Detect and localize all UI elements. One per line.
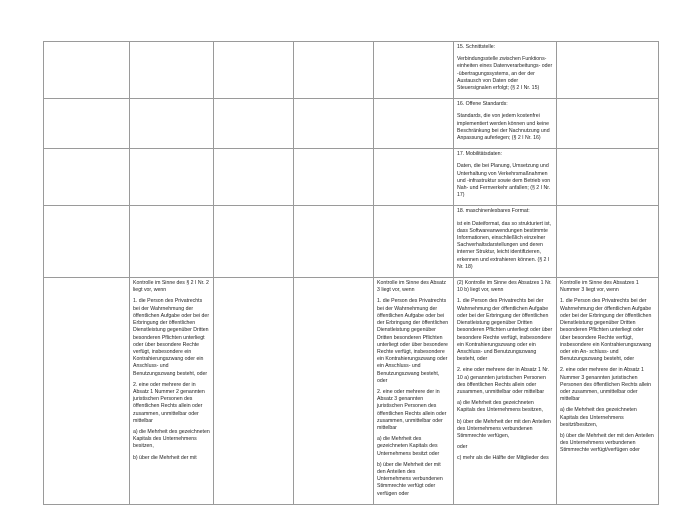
paragraph: 2. eine oder mehrere der in Absatz 1 Nummer 2 genannten juristischen Personen des öffentlichen Rechts allein oder zusammen, unmittelbar oder mittelbar [133,381,205,424]
paragraph: a) die Mehrheit des gezeichneten Kapitals des Unternehmens besitzt/besitzen, [560,407,637,428]
definition-text: ist ein Dateiformat, das so strukturiert ist, dass Softwareanwendungen bestimmte Informationen, einschließlich einzelner Sachverhaltsdarstellungen und deren interner Struktur, leicht identifizieren, erkennen und extrahieren können. (§ 2 I Nr. 18) [457,220,551,270]
paragraph: 1. die Person des Privatrechts bei der Wahrnehmung der öffentlichen Aufgabe oder bei der Erbringung der öffentlichen Dienstleistung gegenüber Dritten besonderen Pflichten unterliegt oder über besondere Rechte verfügt, insbesondere ein Kontrahierungszwang oder ein Anschluss- und Benutzungszwang besteht, oder [133,298,210,377]
table-row [44,149,659,206]
table-row [44,99,659,149]
table-cell [44,149,130,206]
table-cell [557,42,659,99]
table-cell-definition [454,99,557,149]
table-cell [214,149,294,206]
definition-text: Daten, die bei Planung, Umsetzung und Unterhaltung von Verkehrsmaßnahmen und -infrastruktur sowie dem Betrieb von Nah- und Fernverkehr anfallen; (§ 2 I Nr. 17) [457,163,551,199]
table-cell-definition [454,149,557,206]
table-cell [214,206,294,278]
paragraph: b) über die Mehrheit der mit den Anteilen des Unternehmens verbundenen Stimmrechte verfügen, [457,418,551,439]
table-cell [557,149,659,206]
table-cell [294,278,374,505]
paragraph: Kontrolle im Sinne des Absatzes 1 Nummer 3 liegt vor, wenn [560,280,639,294]
paragraph: Kontrolle im Sinne des § 2 I Nr. 2 liegt vor, wenn [133,280,209,294]
table-cell-control-text [130,278,214,505]
paragraph: c) mehr als die Hälfte der Mitglieder des [457,455,549,462]
paragraph: b) über die Mehrheit der mit [133,454,197,461]
table-cell-control-text [454,278,557,505]
table-cell [557,99,659,149]
table-cell-definition [454,42,557,99]
table-row-control [44,278,659,505]
table-cell-definition [454,206,557,278]
table-cell [44,206,130,278]
paragraph: a) die Mehrheit des gezeichneten Kapitals des Unternehmens besitzt oder [377,436,440,457]
table-cell [294,149,374,206]
paragraph: Kontrolle im Sinne des Absatz 3 liegt vor, wenn [377,280,446,294]
paragraph: oder [457,444,468,451]
paragraph: 1. die Person des Privatrechts bei der Wahrnehmung der öffentlichen Aufgabe oder bei der Erbringung der öffentlichen Dienstleistung gegenüber Dritten besonderen Pflichten unterliegt oder über besondere Rechte verfügt, insbesondere ein Kontrahierungszwang oder ein Anschluss- und Benutzungszwang besteht, oder [457,298,553,363]
definition-text: Verbindungsstelle zwischen Funktions-einheiten eines Datenverarbeitungs- oder -übertragungssystems, an der der Austausch von Daten oder Steuersignalen erfolgt; (§ 2 I Nr. 15) [457,56,553,92]
table-row [44,206,659,278]
comparison-table [43,41,659,505]
table-cell [44,99,130,149]
table-cell [294,206,374,278]
definition-title: 15. Schnittstelle: [457,44,496,50]
paragraph: b) über die Mehrheit der mit den Anteilen des Unternehmens verbundenen Stimmrechte verfügt oder verfügen oder [377,461,443,497]
paragraph: 2. eine oder mehrere der in Absatz 1 Nummer 3 genannten juristischen Personen des öffentlichen Rechts allein oder zusammen, unmittelbar oder mittelbar [560,367,652,403]
paragraph: 1. die Person des Privatrechts bei der Wahrnehmung der öffentlichen Aufgabe oder bei der Erbringung der öffentlichen Dienstleistung gegenüber Dritten besonderen Pflichten unterliegt oder über besondere Rechte verfügt, insbesondere ein Kontrahierungszwang oder ein Anschluss- und Benutzungszwang besteht, oder [377,298,449,384]
table-cell [130,42,214,99]
definition-title: 18. maschinenlesbares Format: [457,208,530,215]
paragraph: b) über die Mehrheit der mit den Anteilen des Unternehmens verbundenen Stimmrechte verfügt/verfügen oder [560,432,654,454]
paragraph: 1. die Person des Privatrechts bei der Wahrnehmung der öffentlichen Aufgabe oder bei der Erbringung der öffentlichen Dienstleistung gegenüber Dritten besonderen Pflichten unterliegt oder über besondere Rechte verfügt, insbesondere ein Kontrahierungszwang oder ein An- schluss- und Benutzungszwang besteht, oder [560,298,652,363]
table-cell [294,42,374,99]
table-cell [214,42,294,99]
table-cell [214,99,294,149]
table-cell [374,149,454,206]
paragraph: (2) Kontrolle im Sinne des Absatzes 1 Nr. 10 b) liegt vor, wenn [457,280,552,294]
table-cell [557,206,659,278]
table-row [44,42,659,99]
paragraph: a) die Mehrheit des gezeichneten Kapitals des Unternehmens besitzen, [133,428,210,450]
table-cell-control-text [557,278,659,505]
table-cell [44,42,130,99]
table-cell [44,278,130,505]
table-cell [374,206,454,278]
paragraph: 2. eine oder mehrere der in Absatz 1 Nr. 10 a) genannten juristischen Personen des öffentlichen Rechts allein oder zusammen, unmittelbar oder mittelbar [457,367,549,395]
table-cell [130,149,214,206]
paragraph: a) die Mehrheit des gezeichneten Kapitals des Unternehmens besitzen, [457,400,543,414]
definition-title: 17. Mobilitätsdaten: [457,151,502,158]
definition-text: Standards, die von jedem kostenfrei implementiert werden können und keine Beschränkung bei der Nachnutzung und Anpassung auferlegen; (§ 2 I Nr. 16) [457,113,550,142]
paragraph: 2. eine oder mehrere der in Absatz 3 genannten juristischen Personen des öffentlichen Rechts allein oder zusammen, unmittelbar oder mittelbar [377,388,447,431]
table-cell-control-text [374,278,454,505]
table-cell [374,99,454,149]
table-cell [130,206,214,278]
table-cell [214,278,294,505]
table-cell [374,42,454,99]
table-cell [130,99,214,149]
table-cell [294,99,374,149]
definition-title: 16. Offene Standards: [457,101,508,108]
